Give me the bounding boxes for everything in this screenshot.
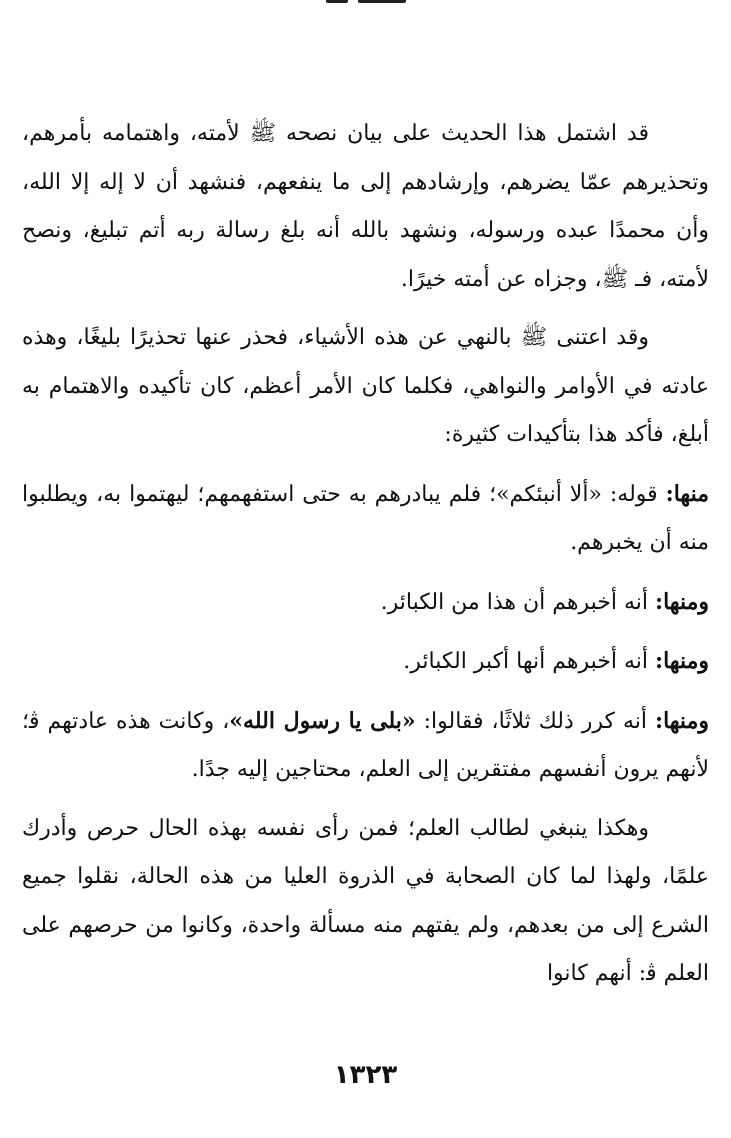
running-header-fragment bbox=[318, 0, 418, 4]
point-text: قوله: «ألا أنبئكم»؛ فلم يبادرهم به حتى استفهمهم؛ ليهتموا به، ويطلبوا منه أن يخبرهم. bbox=[22, 481, 709, 555]
page-body bbox=[22, 110, 709, 1009]
point-text: أنه أخبرهم أن هذا من الكبائر. bbox=[380, 589, 655, 615]
paragraph-emphasis bbox=[22, 314, 709, 460]
point-text: أنه كرر ذلك ثلاثًا، فقالوا: bbox=[415, 708, 655, 734]
point-second bbox=[22, 578, 709, 628]
paragraph-text: وقد اعتنى ﷺ بالنهي عن هذه الأشياء، فحذر عنها تحذيرًا بليغًا، وهذه عادته في الأوامر والنواهي، فكلما كان الأمر أعظم، كان تأكيده والاهتمام به أبلغ، فأكد هذا بتأكيدات كثيرة: bbox=[22, 325, 709, 447]
point-text-rest: ، وكانت هذه عادتهم ﭬ؛ لأنهم يرون أنفسهم مفتقرين إلى العلم، محتاجين إليه جدًا. bbox=[22, 708, 709, 782]
point-text: أنه أخبرهم أنها أكبر الكبائر. bbox=[403, 649, 655, 674]
point-lead: ومنها: bbox=[654, 707, 709, 734]
companions-quote: «بلى يا رسول الله» bbox=[229, 707, 416, 734]
point-lead: ومنها: bbox=[654, 588, 709, 615]
page-number: ١٣٢٣ bbox=[333, 1060, 398, 1090]
point-first bbox=[22, 470, 709, 568]
point-fourth bbox=[22, 697, 709, 795]
point-lead: ومنها: bbox=[654, 648, 709, 674]
paragraph-student bbox=[22, 805, 709, 999]
paragraph-text: قد اشتمل هذا الحديث على بيان نصحه ﷺ لأمته، واهتمامه بأمرهم، وتحذيرهم عمّا يضرهم، وإرشادهم إلى ما ينفعهم، فنشهد أن لا إله إلا الله، وأن محمدًا عبده ورسوله، ونشهد بالله أنه بلغ رسالة ربه أتم تبليغ، ونصح لأمته، فـ ﷺ، وجزاه عن أمته خيرًا. bbox=[22, 121, 709, 292]
point-lead: منها: bbox=[665, 480, 709, 507]
point-third bbox=[22, 637, 709, 687]
paragraph-intro bbox=[22, 110, 709, 304]
paragraph-text: وهكذا ينبغي لطالب العلم؛ فمن رأى نفسه بهذه الحال حرص وأدرك علمًا، ولهذا لما كان الصحابة في الذروة العليا من هذه الحالة، نقلوا جميع الشرع إلى من بعدهم، ولم يفتهم منه مسألة واحدة، وكانوا من حرصهم على العلم ﭬ: أنهم كانوا bbox=[22, 815, 709, 986]
